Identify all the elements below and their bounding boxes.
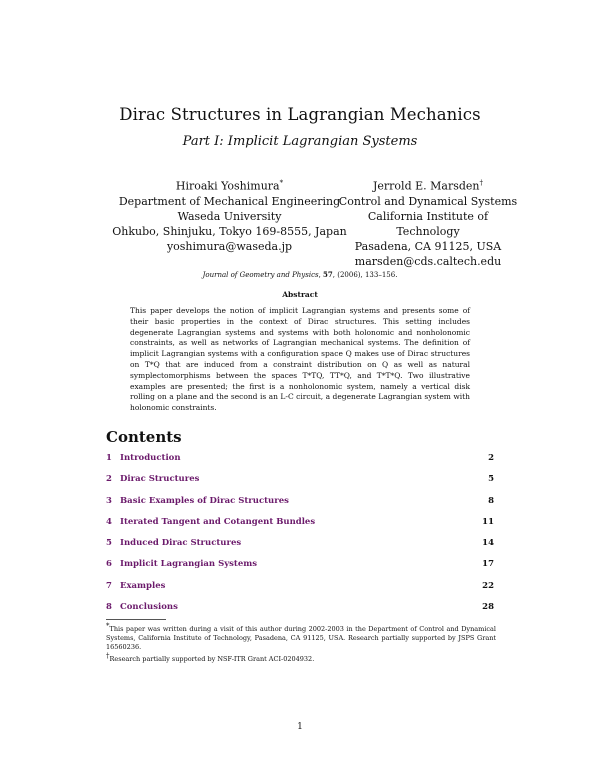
toc-number: 7 <box>106 580 112 591</box>
footnote: *This paper was written during a visit of this author during 2002-2003 in the Department of Control and Dynamical Systems, California Institute of Technology, Pasadena, CA 91125, USA. Research partially supported by JSPS Grant 16560236. <box>106 622 496 652</box>
toc-entry[interactable] <box>106 474 494 495</box>
toc-number: 2 <box>106 474 112 485</box>
toc-page: 5 <box>488 474 494 485</box>
toc-number: 6 <box>106 559 112 570</box>
toc-entry[interactable] <box>106 453 494 474</box>
author-email[interactable]: marsden@cds.caltech.edu <box>354 254 502 268</box>
toc-entry[interactable] <box>106 517 494 538</box>
toc-link[interactable]: Induced Dirac Structures <box>120 538 242 549</box>
author-block-1 <box>112 176 347 254</box>
toc-entry[interactable] <box>106 602 494 623</box>
toc-link[interactable]: Basic Examples of Dirac Structures <box>120 495 289 506</box>
journal-reference: Journal of Geometry and Physics, 57, (2006), 133–156. <box>202 270 398 279</box>
author-affiliation: Waseda University <box>177 209 282 223</box>
toc-page: 22 <box>482 580 494 591</box>
toc-link[interactable]: Dirac Structures <box>120 474 200 485</box>
toc-entry[interactable] <box>106 538 494 559</box>
toc-page: 8 <box>488 495 494 506</box>
author-address: Pasadena, CA 91125, USA <box>354 239 502 253</box>
toc-link[interactable]: Introduction <box>120 453 181 463</box>
author-affiliation: Control and Dynamical Systems <box>338 194 518 208</box>
toc-entry[interactable] <box>106 559 494 580</box>
table-of-contents <box>106 453 494 623</box>
paper-title: Dirac Structures in Lagrangian Mechanics <box>119 105 481 124</box>
toc-page: 28 <box>482 602 494 613</box>
toc-page: 14 <box>482 538 494 549</box>
toc-number: 8 <box>106 602 112 613</box>
footnotes <box>106 622 496 664</box>
footnote: †Research partially supported by NSF-ITR Grant ACI-0204932. <box>106 652 315 664</box>
toc-link[interactable]: Iterated Tangent and Cotangent Bundles <box>120 516 316 527</box>
page-number: 1 <box>297 722 303 732</box>
abstract-text: This paper develops the notion of implicit Lagrangian systems and presents some of their basic properties in the context of Dirac structures. This setting includes degenerate Lagrangian systems and systems with both holonomic and nonholonomic constraints, as well as networks of Lagrangian mechanical systems. The definition of implicit Lagrangian systems with a configuration space Q makes use of Dirac structures on T*Q that are induced from a constraint distribution on Q as well as natural symplectomorphisms between the spaces T*TQ, TT*Q, and T*T*Q. Two illustrative examples are presented; the first is a nonholonomic system, namely a vertical disk rolling on a plane and the second is an L-C circuit, a degenerate Lagrangian system with holonomic constraints. <box>130 306 470 413</box>
toc-entry[interactable] <box>106 581 494 602</box>
author-block-2 <box>338 176 518 269</box>
toc-link[interactable]: Implicit Lagrangian Systems <box>120 559 258 570</box>
author-affiliation: Department of Mechanical Engineering <box>118 194 341 208</box>
author-email[interactable]: yoshimura@waseda.jp <box>166 239 293 253</box>
contents-heading: Contents <box>106 428 182 446</box>
author-name: Hiroaki Yoshimura* <box>175 179 284 193</box>
toc-number: 1 <box>106 453 112 463</box>
toc-number: 3 <box>106 495 112 506</box>
toc-number: 4 <box>106 516 112 527</box>
toc-page: 2 <box>488 453 494 463</box>
toc-entry[interactable] <box>106 496 494 517</box>
author-affiliation: California Institute of Technology <box>367 209 489 238</box>
author-address: Ohkubo, Shinjuku, Tokyo 169-8555, Japan <box>112 224 347 238</box>
toc-link[interactable]: Conclusions <box>120 602 178 613</box>
footnote-divider <box>106 619 166 620</box>
toc-page: 17 <box>482 559 494 570</box>
toc-page: 11 <box>482 516 494 527</box>
paper-subtitle: Part I: Implicit Lagrangian Systems <box>182 134 418 149</box>
toc-link[interactable]: Examples <box>120 580 166 591</box>
abstract-heading: Abstract <box>282 290 318 299</box>
toc-number: 5 <box>106 538 112 549</box>
author-name: Jerrold E. Marsden† <box>373 179 483 193</box>
